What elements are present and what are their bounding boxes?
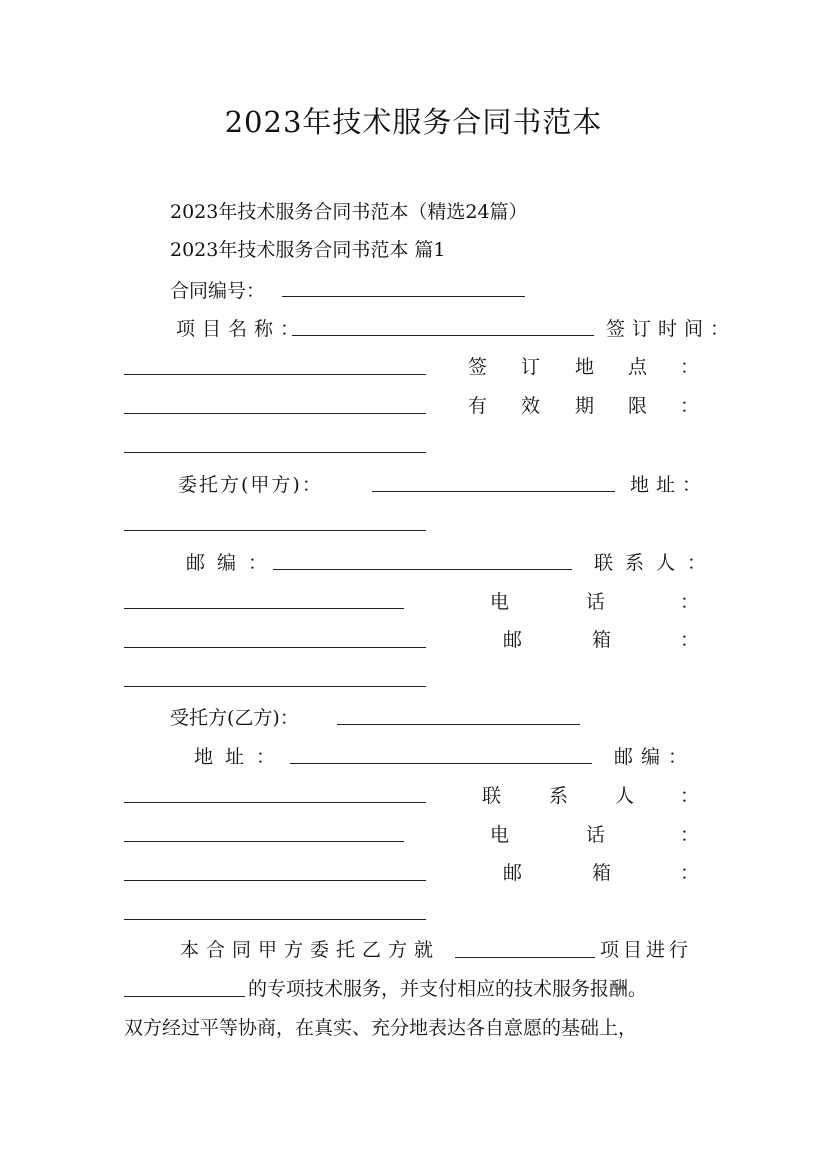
valid-period-char-2: 效 [521,395,541,417]
client-label: 委托方(甲方)： [178,474,323,496]
provider-contact-blank [124,841,404,842]
client-email-char-1: 邮 [503,629,523,651]
client-postcode-label: 邮编： [186,552,280,574]
provider-contact-char-4: ： [680,785,700,807]
sign-time-blank [124,374,426,375]
sign-place-char-5: ： [680,356,700,378]
provider-email-char-3: ： [680,862,700,884]
sign-place-char-2: 订 [521,356,541,378]
valid-period-blank [124,452,426,453]
client-email-char-3: ： [680,629,700,651]
sign-place-char-1: 签 [468,356,488,378]
client-phone-char-1: 电 [490,591,510,613]
provider-phone-blank [124,880,426,881]
provider-address-blank [290,763,592,764]
body-line-2: 的专项技术服务，并支付相应的技术服务报酬。 [248,978,648,1000]
client-email-char-2: 箱 [592,629,612,651]
sign-place-char-3: 地 [575,356,595,378]
sign-place-blank [124,413,426,414]
client-email-blank [124,686,426,687]
valid-period-char-5: ： [680,395,700,417]
provider-blank [337,724,580,725]
document-subtitle: 2023年技术服务合同书范本（精选24篇） [170,201,528,223]
valid-period-char-1: 有 [468,395,488,417]
sign-place-char-4: 点 [628,356,648,378]
project-name-blank [292,335,594,336]
client-blank [372,491,615,492]
service-blank [124,996,245,997]
client-contact-label: 联系人： [594,552,719,574]
valid-period-char-4: 限 [628,395,648,417]
provider-contact-char-1: 联 [482,785,502,807]
client-contact-blank [124,608,404,609]
provider-phone-char-2: 话 [586,824,606,846]
provider-phone-char-3: ： [680,824,700,846]
body-line-3: 双方经过平等协商，在真实、充分地表达各自意愿的基础上， [124,1017,638,1039]
provider-email-char-2: 箱 [592,862,612,884]
provider-contact-char-2: 系 [549,785,569,807]
body-line-1a: 本合同甲方委托乙方就 [180,939,441,961]
client-postcode-blank [273,569,572,570]
provider-contact-char-3: 人 [615,785,635,807]
provider-email-char-1: 邮 [503,862,523,884]
body-line-1b: 项目进行 [600,939,693,961]
provider-phone-char-1: 电 [490,824,510,846]
provider-postcode-label: 邮编： [614,746,696,768]
provider-label: 受托方(乙方)： [170,707,299,729]
contract-number-label: 合同编号： [170,280,266,302]
chapter-heading: 2023年技术服务合同书范本 篇1 [170,239,446,261]
sign-time-label: 签订时间： [606,318,737,340]
client-phone-char-3: ： [680,591,700,613]
valid-period-char-3: 期 [575,395,595,417]
client-phone-blank [124,647,426,648]
provider-postcode-blank [124,802,426,803]
provider-email-blank [124,919,426,920]
project-name-label: 项目名称： [176,318,307,340]
document-title: 2023年技术服务合同书范本 [224,105,603,139]
client-address-blank [124,530,426,531]
project-blank [455,957,595,958]
contract-number-blank [282,296,525,297]
provider-address-label: 地址： [194,746,288,768]
client-phone-char-2: 话 [586,591,606,613]
client-address-label: 地址： [630,474,709,496]
